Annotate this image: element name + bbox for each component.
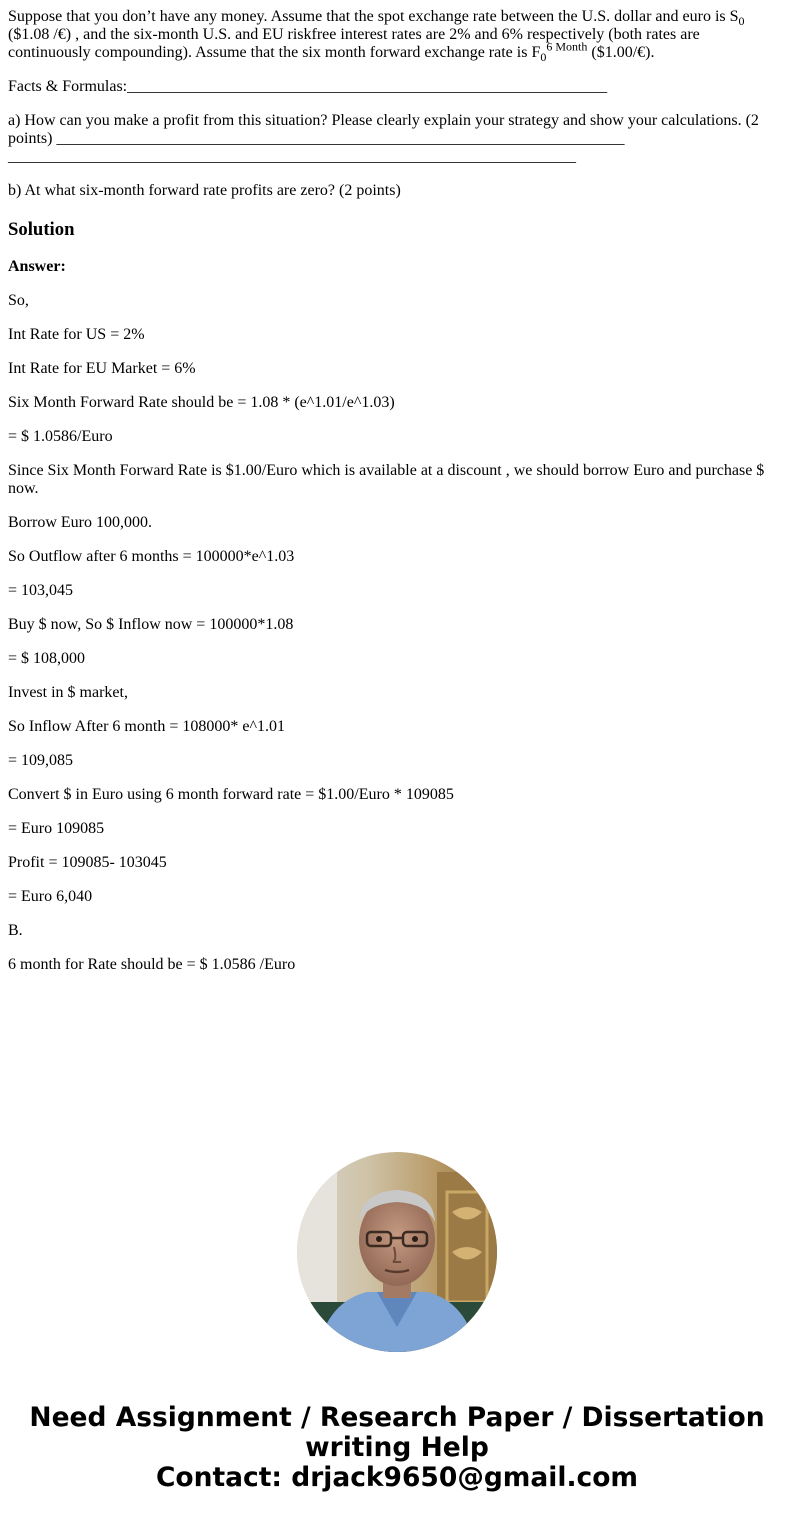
forward-rate-subscript: 0 [540,50,547,65]
solution-line: Convert $ in Euro using 6 month forward rate = $1.00/Euro * 109085 [8,786,454,803]
solution-line: So Inflow After 6 month = 108000* e^1.01 [8,718,285,735]
footer-help-line: Need Assignment / Research Paper / Dissertation writing Help [29,1402,765,1463]
solution-line: B. [8,922,23,939]
solution-line: Int Rate for US = 2% [8,326,145,343]
solution-line: = $ 108,000 [8,650,86,667]
solution-heading: Solution [8,219,75,240]
question-text-part3: ($1.00/€). [587,44,655,61]
solution-line: = Euro 109085 [8,820,105,837]
solution-line: = Euro 6,040 [8,888,93,905]
answer-label: Answer: [8,258,66,275]
author-portrait-icon [297,1152,497,1352]
solution-line: 6 month for Rate should be = $ 1.0586 /Euro [8,956,296,973]
solution-line: Borrow Euro 100,000. [8,514,152,531]
solution-line: Profit = 109085- 103045 [8,854,167,871]
question-text-part1: Suppose that you don’t have any money. Assume that the spot exchange rate between the U.S. dollar and euro is S [8,8,739,25]
footer-contact-email[interactable]: Contact: drjack9650@gmail.com [155,1462,639,1493]
solution-line: = 103,045 [8,582,74,599]
solution-line: = 109,085 [8,752,74,769]
spot-rate-subscript: 0 [738,14,745,29]
solution-line: Since Six Month Forward Rate is $1.00/Euro which is available at a discount , we should borrow Euro and purchase $ now. [8,462,765,497]
solution-line: So, [8,292,29,309]
footer-contact [0,1403,794,1493]
facts-formulas: Facts & Formulas:____________________________________________________________ [8,78,608,95]
forward-rate-superscript: 6 Month [546,39,588,54]
author-photo [297,1152,497,1352]
part-a-blank-line: _______________________________________________________________________ [8,148,576,165]
solution-line: Buy $ now, So $ Inflow now = 100000*1.08 [8,616,294,633]
solution-line: Six Month Forward Rate should be = 1.08 * (e^1.01/e^1.03) [8,394,395,411]
part-a-question [8,112,778,166]
solution-line: Int Rate for EU Market = 6% [8,360,196,377]
solution-line: = $ 1.0586/Euro [8,428,113,445]
solution-line: So Outflow after 6 months = 100000*e^1.03 [8,548,295,565]
document-body [8,8,778,990]
question-text [8,8,778,65]
question-text-part2: ($1.08 /€) , and the six-month U.S. and EU riskfree interest rates are 2% and 6% respectively (both rates are continuously compounding). Assume that the six month forward exchange rate is F [8,26,700,61]
solution-line: Invest in $ market, [8,684,128,701]
part-b-question: b) At what six-month forward rate profits are zero? (2 points) [8,182,401,199]
part-a-text: a) How can you make a profit from this situation? Please clearly explain your strategy and show your calculations. (2 points) _______________________________________________________________________ [8,112,759,147]
